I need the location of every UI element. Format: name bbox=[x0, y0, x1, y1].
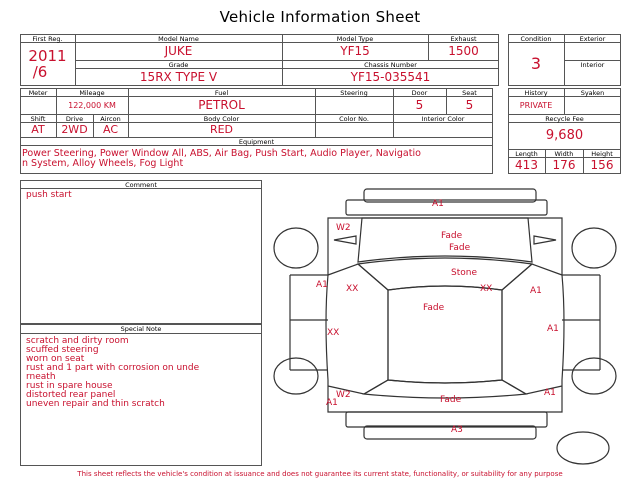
chassis-number-value: YF15-035541 bbox=[350, 70, 431, 84]
windshield bbox=[358, 258, 532, 290]
mark-rear-fade: Fade bbox=[440, 395, 462, 405]
width-value: 176 bbox=[552, 158, 576, 172]
comment-line: push start bbox=[26, 190, 72, 200]
mark-right-a1: A1 bbox=[530, 286, 542, 296]
history-label: History bbox=[524, 89, 548, 97]
roof bbox=[388, 286, 502, 383]
height-value: 156 bbox=[590, 158, 614, 172]
mark-roof-fade: Fade bbox=[423, 303, 445, 313]
mark-front-a1: A1 bbox=[432, 199, 444, 209]
special-note-label: Special Note bbox=[120, 325, 162, 333]
mark-left-a1: A1 bbox=[316, 280, 328, 290]
front-left-tire bbox=[274, 228, 318, 268]
special-note-line: uneven repair and thin scratch bbox=[26, 399, 165, 409]
mark-rear-a3: A3 bbox=[451, 425, 463, 435]
front-right-tire bbox=[572, 228, 616, 268]
seat-label: Seat bbox=[462, 89, 477, 97]
rear-right-tire bbox=[572, 358, 616, 394]
mark-left-xx: XX bbox=[346, 284, 359, 294]
width-label: Width bbox=[554, 150, 574, 158]
mark-w2-bottom: W2 bbox=[336, 390, 351, 400]
mark-w2-top: W2 bbox=[336, 223, 351, 233]
door-value: 5 bbox=[415, 98, 424, 112]
interior-color-label: Interior Color bbox=[421, 115, 465, 123]
length-label: Length bbox=[515, 150, 538, 158]
first-reg-label: First Reg. bbox=[32, 35, 63, 43]
first-reg-month: /6 bbox=[32, 63, 48, 81]
comment-label: Comment bbox=[125, 181, 157, 189]
condition-value: 3 bbox=[530, 54, 542, 73]
aircon-value: AC bbox=[102, 123, 118, 136]
spare-tire bbox=[557, 432, 609, 464]
sheet-title: Vehicle Information Sheet bbox=[219, 8, 421, 26]
drive-label: Drive bbox=[65, 115, 84, 123]
exhaust-label: Exhaust bbox=[450, 35, 477, 43]
equipment-line-1: Power Steering, Power Window All, ABS, Air Bag, Push Start, Audio Player, Navigatio bbox=[22, 148, 421, 159]
height-label: Height bbox=[591, 150, 613, 158]
history-value: PRIVATE bbox=[519, 101, 553, 110]
mileage-label: Mileage bbox=[79, 89, 105, 97]
meter-label: Meter bbox=[28, 89, 48, 97]
exterior-label: Exterior bbox=[579, 35, 606, 43]
mark-hood-fade-2: Fade bbox=[449, 243, 471, 253]
mileage-value: 122,000 KM bbox=[68, 101, 116, 110]
shift-label: Shift bbox=[30, 115, 46, 123]
recycle-fee-value: 9,680 bbox=[545, 128, 584, 143]
special-note-line: rust in spare house bbox=[26, 381, 113, 391]
grade-label: Grade bbox=[168, 61, 189, 69]
mark-stone: Stone bbox=[451, 268, 477, 278]
body-color-label: Body Color bbox=[203, 115, 240, 123]
shift-value: AT bbox=[31, 123, 45, 136]
model-name-label: Model Name bbox=[158, 35, 199, 43]
model-type-value: YF15 bbox=[340, 44, 370, 58]
special-note-line: distorted rear panel bbox=[26, 390, 116, 400]
equipment-line-2: n System, Alloy Wheels, Fog Light bbox=[22, 158, 184, 169]
mark-hood-fade-1: Fade bbox=[441, 231, 463, 241]
equipment-label: Equipment bbox=[238, 138, 275, 146]
rear-panel bbox=[346, 412, 547, 427]
left-mirror bbox=[334, 236, 356, 244]
mark-right-door-a1: A1 bbox=[547, 324, 559, 334]
mark-rear-left-a1: A1 bbox=[326, 398, 338, 408]
right-mirror bbox=[534, 236, 556, 244]
grade-value: 15RX TYPE V bbox=[139, 70, 218, 84]
body-color-value: RED bbox=[209, 123, 234, 136]
seat-value: 5 bbox=[465, 98, 474, 112]
special-note-line: scratch and dirty room bbox=[26, 336, 129, 346]
vehicle-damage-diagram bbox=[270, 180, 620, 465]
door-label: Door bbox=[411, 89, 428, 97]
disclaimer: This sheet reflects the vehicle's condition at issuance and does not guarantee its current state, functionality, or suitability for any purpose bbox=[77, 470, 563, 478]
model-type-label: Model Type bbox=[336, 35, 374, 43]
fuel-value: PETROL bbox=[198, 98, 245, 112]
special-note-line: scuffed steering bbox=[26, 345, 99, 355]
steering-label: Steering bbox=[340, 89, 368, 97]
model-name-value: JUKE bbox=[164, 44, 193, 58]
drive-value: 2WD bbox=[61, 123, 88, 136]
exhaust-value: 1500 bbox=[448, 44, 479, 58]
recycle-fee-label: Recycle Fee bbox=[545, 115, 584, 123]
interior-label: Interior bbox=[580, 61, 605, 69]
length-value: 413 bbox=[515, 158, 538, 172]
syaken-label: Syaken bbox=[580, 89, 605, 97]
special-note-line: rneath bbox=[26, 372, 56, 382]
special-note-line: rust and 1 part with corrosion on unde bbox=[26, 363, 200, 373]
aircon-label: Aircon bbox=[100, 115, 121, 123]
mark-right-xx: XX bbox=[480, 284, 493, 294]
color-no-label: Color No. bbox=[339, 115, 369, 123]
mark-left-door-xx: XX bbox=[327, 328, 340, 338]
chassis-number-label: Chassis Number bbox=[364, 61, 417, 69]
special-note-line: worn on seat bbox=[26, 354, 85, 364]
rear-left-tire bbox=[274, 358, 318, 394]
rear-bumper bbox=[364, 426, 536, 439]
fuel-label: Fuel bbox=[214, 89, 229, 97]
condition-label: Condition bbox=[520, 35, 552, 43]
first-reg-year: 2011 bbox=[28, 47, 67, 65]
mark-rear-right-a1: A1 bbox=[544, 388, 556, 398]
